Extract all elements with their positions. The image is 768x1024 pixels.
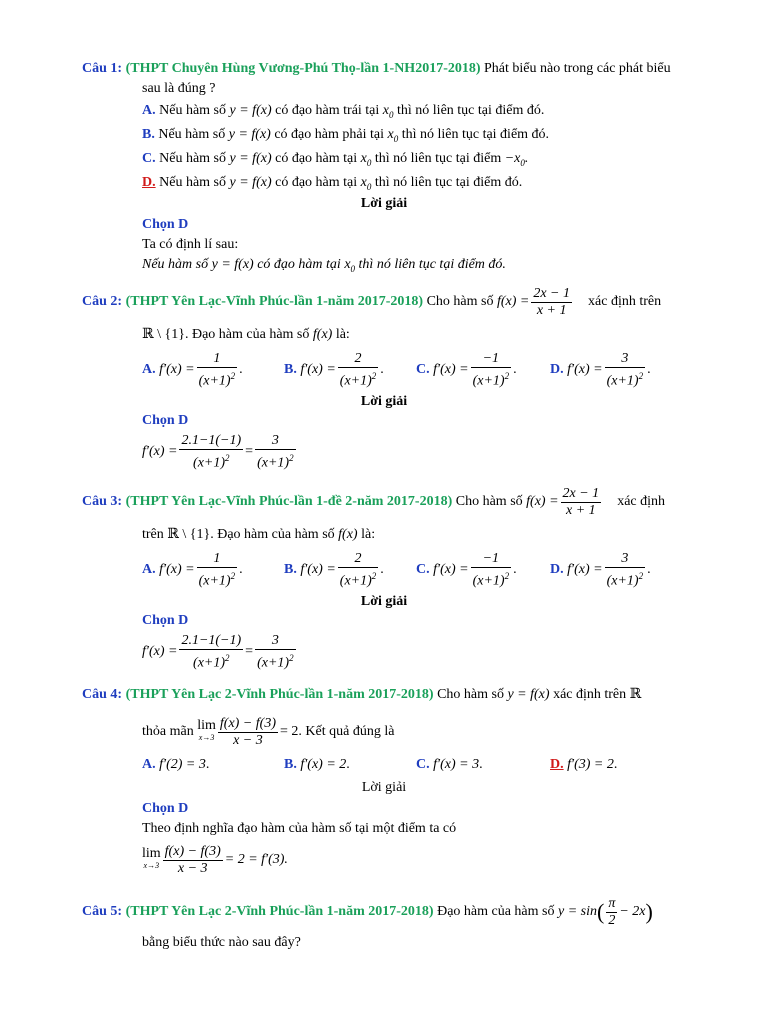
option-label: B.: [284, 757, 297, 772]
fraction: [471, 351, 512, 390]
fraction-numerator: 2.1−1(−1): [181, 432, 242, 448]
fraction: [338, 551, 379, 590]
math-exp: 2: [504, 570, 510, 581]
question-stem: Cho hàm số: [455, 494, 523, 509]
math-exp: 2: [504, 370, 510, 381]
option-text: thì nó liên tục tại điểm đó.: [374, 175, 523, 190]
math-expr: f′(x) =: [433, 562, 469, 577]
math-var: x: [387, 127, 394, 142]
fraction-denominator: (x+1): [606, 373, 639, 389]
fraction-denominator: x − 3: [177, 860, 208, 876]
question-stem-cont: bằng biểu thức nào sau đây?: [142, 935, 301, 950]
option-b: [142, 126, 549, 148]
question-stem: xác định: [617, 494, 666, 509]
solution-formula: f′(x) = $\frac{2.1-1(-1)}{(x+1)^2}$ = $\frac{3}{(x+1)^2}$: [142, 632, 294, 671]
option-label: C.: [416, 362, 430, 377]
math-expr: f′(x) = 3: [433, 757, 480, 772]
option-label-correct: D.: [550, 757, 564, 772]
math-expr: f′(2) = 3: [159, 757, 206, 772]
math-domain: ℝ \ {1}: [142, 327, 185, 342]
option-label-correct: D.: [142, 175, 156, 190]
option-text: Nếu hàm số: [159, 151, 227, 166]
fraction: [471, 551, 512, 590]
math-exp: 2: [371, 370, 377, 381]
option-a: A. f′(x) = $\frac{1}{(x+1)^2}$ .: [142, 350, 243, 389]
question-source: (THPT Yên Lạc-Vĩnh Phúc-lần 1-năm 2017-2018): [125, 294, 424, 309]
option-d: D. f′(x) = $\frac{3}{(x+1)^2}$ .: [550, 550, 651, 589]
option-c: C. f′(x) = $\frac{-1}{(x+1)^2}$ .: [416, 550, 517, 589]
question-stem: . Đạo hàm của hàm số: [210, 527, 335, 542]
solution-heading: Lời giải: [360, 196, 408, 211]
fraction-denominator: x + 1: [566, 502, 596, 518]
solution-text: Nếu hàm số: [142, 257, 209, 272]
option-text: có đạo hàm phải tại: [274, 127, 384, 142]
math-expr: f′(x) = 2: [300, 757, 347, 772]
option-a: [142, 102, 544, 124]
fraction-numerator: 3: [605, 551, 646, 568]
fraction-denominator: (x+1): [472, 373, 505, 389]
question-stem-cont: [142, 526, 375, 544]
math-expr: y = f(x): [507, 687, 550, 702]
question-stem-cont: [142, 326, 350, 344]
math-exp: 2: [225, 452, 230, 463]
math-var: −x: [504, 151, 521, 166]
fraction: [605, 551, 646, 590]
math-expr: y = f(x): [229, 103, 272, 118]
math-expr: = 2 = f′(3).: [224, 852, 288, 867]
solution-text: Theo định nghĩa đạo hàm của hàm số tại một điểm ta có: [142, 821, 457, 836]
option-label: C.: [416, 757, 430, 772]
math-expr: y = f(x): [229, 175, 272, 190]
fraction-denominator: (x+1): [257, 455, 290, 471]
question-number: Câu 1:: [82, 61, 123, 76]
math-expr: f(x): [338, 527, 358, 542]
option-a: A. f′(x) = $\frac{1}{(x+1)^2}$ .: [142, 550, 243, 589]
math-expr: f(x) =: [496, 294, 530, 309]
solution-heading: Lời giải: [360, 394, 408, 409]
fraction: [255, 633, 296, 672]
fraction-numerator: f(x) − f(3): [164, 843, 221, 859]
option-label: B.: [284, 562, 297, 577]
limit-op: lim: [142, 846, 161, 861]
math-exp: 2: [638, 570, 644, 581]
math-exp: 2: [289, 652, 294, 663]
option-label: D.: [550, 362, 564, 377]
fraction-numerator: −1: [471, 551, 512, 568]
question-stem: là:: [361, 527, 376, 542]
question-number: Câu 2:: [82, 294, 123, 309]
question-source: (THPT Chuyên Hùng Vương-Phú Thọ-lần 1-NH2017-2018): [125, 61, 481, 76]
answer-choice: Chọn D: [142, 613, 189, 628]
fraction-denominator: (x+1): [339, 373, 372, 389]
option-label: A.: [142, 362, 156, 377]
option-label: C.: [416, 562, 430, 577]
question-1-header: [82, 60, 671, 78]
answer-choice: Chọn D: [142, 217, 189, 232]
fraction: [606, 896, 617, 929]
math-sub: 0: [366, 157, 372, 168]
option-label: D.: [550, 562, 564, 577]
option-c: C. f′(x) = $\frac{-1}{(x+1)^2}$ .: [416, 350, 517, 389]
question-stem: xác định trên ℝ: [553, 687, 642, 702]
fraction-denominator: (x+1): [198, 573, 231, 589]
solution-theorem: [142, 256, 506, 278]
math-domain: ℝ \ {1}: [167, 527, 211, 542]
math-expr: f′(x) =: [567, 562, 603, 577]
math-expr: f′(x) =: [159, 562, 195, 577]
fraction-denominator: x − 3: [233, 732, 263, 748]
option-label: A.: [142, 562, 156, 577]
math-sub: 0: [520, 157, 525, 168]
fraction-numerator: π: [608, 895, 616, 911]
solution-text: Ta có định lí sau:: [142, 237, 239, 252]
math-var: x: [360, 151, 367, 166]
punct: .: [346, 757, 350, 772]
fraction-numerator: 3: [605, 351, 646, 368]
solution-text: có đạo hàm tại: [257, 257, 341, 272]
question-2-header: [82, 284, 661, 320]
answer-choice: Chọn D: [142, 413, 189, 428]
question-stem: trên: [142, 527, 164, 542]
solution-heading: Lời giải: [360, 594, 408, 609]
fraction: [179, 633, 243, 672]
math-expr: = 2: [279, 724, 299, 739]
math-sub: 0: [350, 263, 356, 274]
fraction: [561, 486, 602, 519]
question-stem: Cho hàm số: [426, 294, 494, 309]
solution-text: thì nó liên tục tại điểm đó.: [358, 257, 506, 272]
limit: [142, 848, 161, 872]
math-expr: f′(x) =: [142, 644, 178, 659]
math-sub: 0: [393, 133, 399, 144]
question-number: Câu 4:: [82, 687, 123, 702]
option-text: Nếu hàm số: [159, 175, 227, 190]
fraction: [197, 551, 238, 590]
option-label: A.: [142, 103, 156, 118]
math-sub: 0: [366, 181, 372, 192]
fraction-denominator: 2: [608, 912, 616, 928]
question-4-header: [82, 686, 641, 704]
option-a: [142, 756, 209, 774]
math-exp: 2: [371, 570, 377, 581]
question-number: Câu 3:: [82, 494, 123, 509]
math-expr: f(x) =: [526, 494, 559, 509]
question-stem: Cho hàm số: [437, 687, 504, 702]
fraction-numerator: 2.1−1(−1): [181, 632, 242, 648]
math-expr: f′(3) = 2: [567, 757, 614, 772]
question-stem-cont: sau là đúng ?: [142, 81, 216, 96]
solution-heading: Lời giải: [361, 780, 407, 795]
option-label: C.: [142, 151, 156, 166]
fraction-numerator: 3: [255, 433, 296, 450]
option-text: thì nó liên tục tại điểm đó.: [401, 127, 550, 142]
option-text: có đạo hàm trái tại: [275, 103, 380, 118]
fraction-numerator: −1: [471, 351, 512, 368]
question-stem: thỏa mãn: [142, 724, 194, 739]
punct: .: [613, 757, 618, 772]
option-text: Nếu hàm số: [159, 103, 227, 118]
math-expr: f(x): [312, 327, 333, 342]
math-var: x: [344, 257, 351, 272]
fraction-denominator: (x+1): [193, 655, 226, 671]
fraction: [531, 286, 572, 319]
fraction: [179, 433, 243, 472]
option-label: A.: [142, 757, 156, 772]
option-d: [142, 174, 522, 196]
math-expr: f′(x) =: [300, 562, 336, 577]
option-c: [416, 756, 483, 774]
fraction: [255, 433, 296, 472]
option-b: [284, 756, 350, 774]
limit-sub: x→3: [198, 733, 215, 742]
fraction-denominator: (x+1): [193, 455, 226, 471]
fraction-numerator: 2x − 1: [533, 285, 571, 301]
math-exp: 2: [230, 370, 236, 381]
math-sub: 0: [389, 109, 394, 120]
fraction-denominator: (x+1): [606, 573, 639, 589]
math-expr: y = sin: [558, 904, 597, 919]
option-text: có đạo hàm tại: [275, 151, 358, 166]
question-source: (THPT Yên Lạc-Vĩnh Phúc-lần 1-đề 2-năm 2017-2018): [125, 494, 453, 509]
option-text: thì nó liên tục tại điểm: [374, 151, 502, 166]
option-text: thì nó liên tục tại điểm đó.: [397, 103, 545, 118]
math-expr: y = f(x): [229, 151, 272, 166]
fraction: [197, 351, 238, 390]
fraction-denominator: (x+1): [472, 573, 505, 589]
fraction-numerator: 2x − 1: [562, 485, 600, 501]
fraction-denominator: (x+1): [339, 573, 372, 589]
question-source: (THPT Yên Lạc 2-Vĩnh Phúc-lần 1-năm 2017-2018): [125, 904, 434, 919]
solution-formula: f′(x) = $\frac{2.1-1(-1)}{(x+1)^2}$ = $\frac{3}{(x+1)^2}$: [142, 432, 294, 471]
math-exp: 2: [225, 652, 230, 663]
math-expr: y = f(x): [228, 127, 271, 142]
question-5-header: Câu 5: (THPT Yên Lạc 2-Vĩnh Phúc-lần 1-năm 2017-2018) Đạo hàm của hàm số y = sin ( $\frac{\pi}{2}$ − 2x ): [82, 895, 653, 928]
option-text: Nếu hàm số: [158, 127, 226, 142]
fraction-denominator: (x+1): [257, 655, 290, 671]
math-expr: f′(x) =: [567, 362, 603, 377]
math-exp: 2: [289, 452, 294, 463]
math-exp: 2: [638, 370, 644, 381]
math-expr: − 2x: [619, 904, 646, 919]
math-var: x: [382, 103, 390, 118]
question-stem: . Đạo hàm của hàm số: [184, 327, 310, 342]
limit-sub: x→3: [143, 861, 160, 870]
limit: [197, 720, 216, 744]
question-3-header: [82, 484, 665, 520]
punct: .: [479, 757, 483, 772]
math-var: x: [360, 175, 367, 190]
option-label: B.: [284, 362, 297, 377]
solution-formula: [142, 840, 288, 880]
fraction-denominator: x + 1: [536, 302, 567, 318]
question-stem-cont: [142, 712, 394, 752]
answer-choice: Chọn D: [142, 801, 189, 816]
math-expr: f′(x) =: [300, 362, 336, 377]
question-number: Câu 5:: [82, 904, 123, 919]
math-expr: y = f(x): [211, 257, 254, 272]
fraction: [605, 351, 646, 390]
fraction-numerator: 2: [338, 551, 379, 568]
option-b: B. f′(x) = $\frac{2}{(x+1)^2}$ .: [284, 350, 384, 389]
option-c: C. Nếu hàm số y = f(x) có đạo hàm tại $x_0$ thì nó liên tục tại điểm $-x_0$.: [142, 151, 529, 168]
fraction-numerator: 1: [197, 551, 238, 568]
option-d: D. f′(x) = $\frac{3}{(x+1)^2}$ .: [550, 350, 651, 389]
fraction-numerator: 1: [197, 351, 238, 368]
option-d: [550, 756, 617, 774]
fraction-numerator: f(x) − f(3): [219, 715, 276, 731]
math-expr: f′(x) =: [159, 362, 195, 377]
fraction: [163, 844, 223, 877]
option-b: B. f′(x) = $\frac{2}{(x+1)^2}$ .: [284, 550, 384, 589]
math-expr: f′(x) =: [142, 444, 178, 459]
fraction-denominator: (x+1): [198, 373, 231, 389]
question-source: (THPT Yên Lạc 2-Vĩnh Phúc-lần 1-năm 2017-2018): [125, 687, 434, 702]
question-stem: Phát biểu nào trong các phát biểu: [484, 61, 671, 76]
question-stem: xác định trên: [588, 294, 662, 309]
math-expr: f′(x) =: [433, 362, 469, 377]
fraction: [218, 716, 278, 749]
limit-op: lim: [197, 718, 216, 733]
fraction-numerator: 2: [338, 351, 379, 368]
option-label: B.: [142, 127, 155, 142]
punct: .: [205, 757, 210, 772]
fraction-numerator: 3: [255, 633, 296, 650]
question-stem: Đạo hàm của hàm số: [437, 904, 555, 919]
fraction: [338, 351, 379, 390]
question-stem: là:: [335, 327, 350, 342]
option-text: có đạo hàm tại: [275, 175, 358, 190]
question-stem: . Kết quả đúng là: [298, 724, 395, 739]
math-exp: 2: [230, 570, 236, 581]
